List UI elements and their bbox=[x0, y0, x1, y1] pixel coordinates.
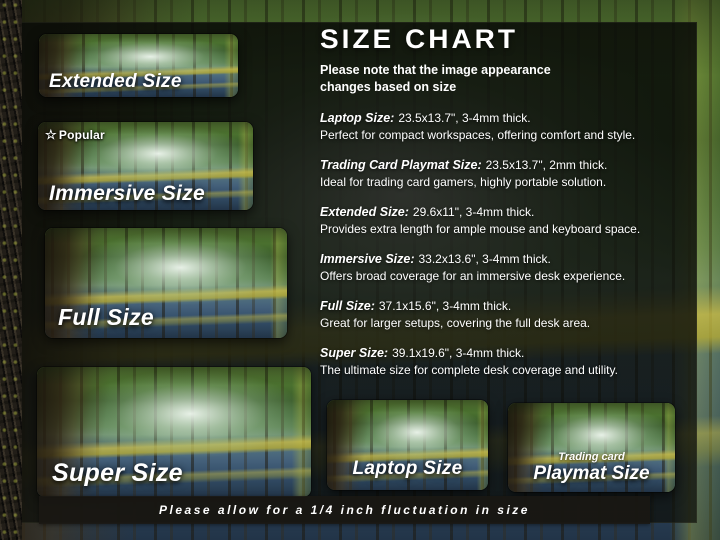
size-entry-name: Laptop Size: bbox=[320, 111, 395, 125]
preview-label: Full Size bbox=[58, 304, 154, 330]
size-entry-name: Immersive Size: bbox=[320, 252, 415, 266]
popular-badge-label: Popular bbox=[58, 128, 105, 142]
size-entry-line1 bbox=[320, 157, 692, 174]
tree-bark-left-edge bbox=[0, 0, 22, 540]
size-entry-desc: The ultimate size for complete desk coverage and utility. bbox=[320, 363, 618, 377]
preview-immersive-size bbox=[38, 122, 253, 210]
footer-bar bbox=[39, 496, 650, 524]
size-entry-desc: Perfect for compact workspaces, offering comfort and style. bbox=[320, 128, 636, 142]
preview-label: Laptop Size bbox=[352, 458, 463, 479]
size-entry-line1 bbox=[320, 204, 692, 221]
size-entry-name: Super Size: bbox=[320, 346, 389, 360]
subtitle-line1: Please note that the image appearance bbox=[320, 63, 551, 77]
size-entry-desc: Great for larger setups, covering the full desk area. bbox=[320, 316, 591, 330]
preview-label: Extended Size bbox=[49, 71, 182, 92]
size-entry-specs: 39.1x19.6", 3-4mm thick. bbox=[392, 346, 525, 360]
page-title: SIZE CHART bbox=[320, 24, 518, 54]
size-entry-desc: Provides extra length for ample mouse and keyboard space. bbox=[320, 222, 641, 236]
size-entry-extended bbox=[320, 204, 692, 238]
size-entry-line1 bbox=[320, 251, 692, 268]
size-entry-name: Extended Size: bbox=[320, 205, 409, 219]
preview-laptop-size bbox=[327, 400, 488, 490]
popular-badge bbox=[45, 127, 105, 143]
size-entry-line1 bbox=[320, 110, 692, 127]
subtitle-line2: changes based on size bbox=[320, 80, 457, 94]
size-entry-desc: Offers broad coverage for an immersive desk experience. bbox=[320, 269, 626, 283]
size-entry-line1 bbox=[320, 298, 692, 315]
preview-label-top: Trading card bbox=[558, 451, 625, 463]
size-entry-specs: 29.6x11", 3-4mm thick. bbox=[412, 205, 535, 219]
preview-label bbox=[508, 451, 675, 485]
size-entry-desc: Ideal for trading card gamers, highly portable solution. bbox=[320, 175, 607, 189]
subtitle bbox=[320, 62, 692, 96]
size-entry-laptop bbox=[320, 110, 692, 144]
size-entry-list bbox=[320, 110, 692, 379]
size-entry-full bbox=[320, 298, 692, 332]
size-entry-line1 bbox=[320, 345, 692, 362]
preview-label-main: Playmat Size bbox=[533, 463, 650, 484]
size-entry-specs: 23.5x13.7", 3-4mm thick. bbox=[398, 111, 531, 125]
preview-playmat-size bbox=[508, 403, 675, 492]
footer-disclaimer: Please allow for a 1/4 inch fluctuation in size bbox=[159, 503, 530, 517]
preview-label: Immersive Size bbox=[49, 182, 205, 205]
preview-super-size bbox=[37, 367, 311, 497]
size-entry-specs: 23.5x13.7", 2mm thick. bbox=[485, 158, 608, 172]
star-icon: ☆ bbox=[45, 127, 57, 142]
preview-label: Super Size bbox=[52, 459, 183, 487]
size-entry-name: Trading Card Playmat Size: bbox=[320, 158, 482, 172]
preview-full-size bbox=[45, 228, 287, 338]
size-entry-playmat bbox=[320, 157, 692, 191]
size-entry-specs: 37.1x15.6", 3-4mm thick. bbox=[378, 299, 512, 313]
size-entry-immersive bbox=[320, 251, 692, 285]
preview-extended-size bbox=[39, 34, 238, 97]
size-entry-specs: 33.2x13.6", 3-4mm thick. bbox=[418, 252, 551, 266]
size-entry-name: Full Size: bbox=[320, 299, 375, 313]
size-entry-super bbox=[320, 345, 692, 379]
size-chart-panel bbox=[320, 24, 692, 392]
